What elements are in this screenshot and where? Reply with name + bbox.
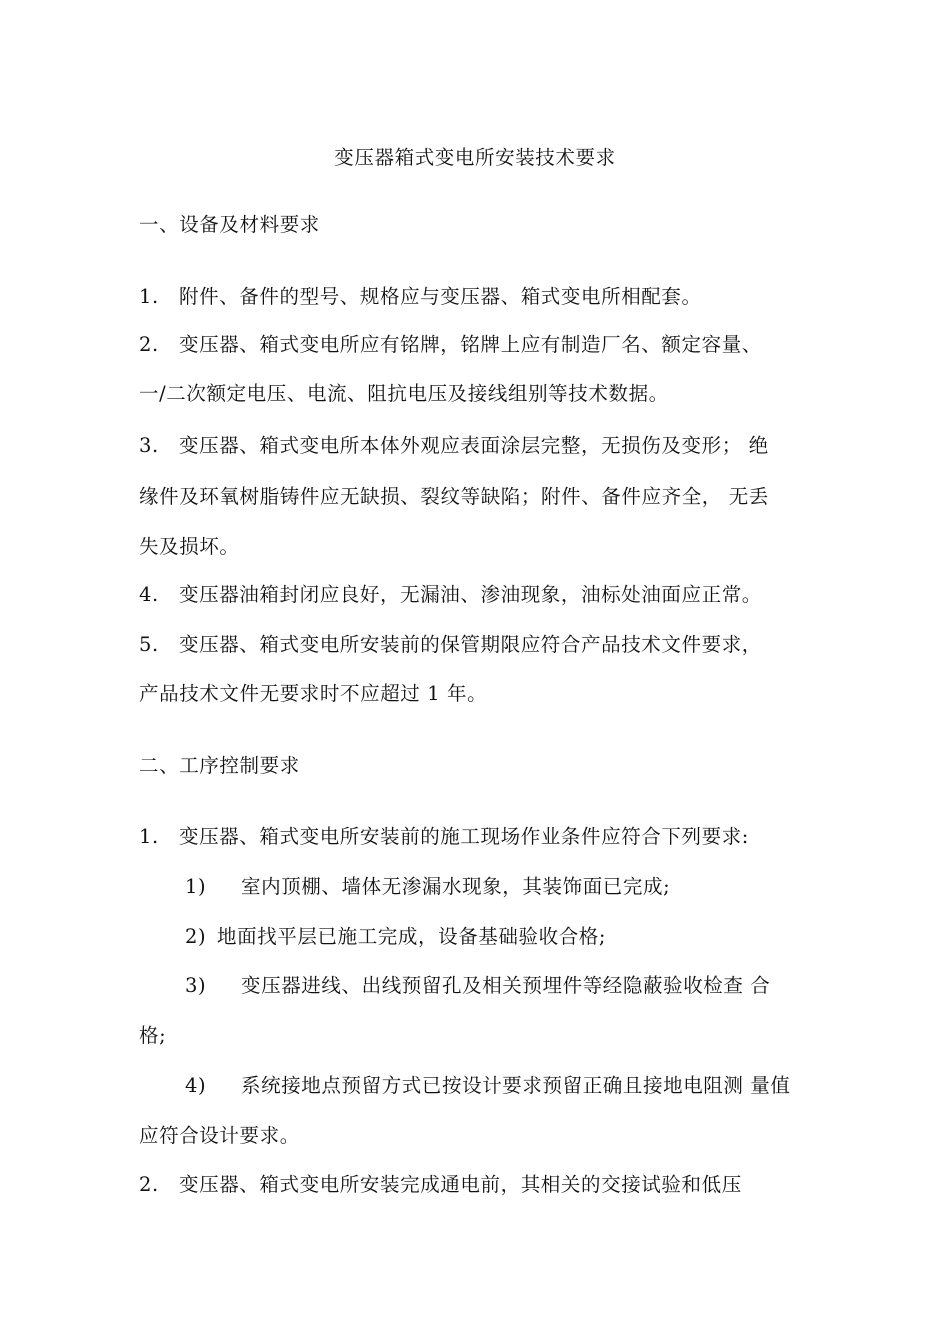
s1-item-5-text: 变压器、箱式变电所安装前的保管期限应符合产品技术文件要求，: [179, 633, 762, 656]
s2-subitem-3-cont: 格;: [139, 1024, 167, 1047]
s2-subitem-4-number: 4): [185, 1074, 207, 1097]
s1-item-4-text: 变压器油箱封闭应良好，无漏油、渗油现象，油标处油面应正常。: [179, 583, 762, 606]
s2-subitem-4-cont: 应符合设计要求。: [139, 1124, 300, 1147]
s2-subitem-3-number: 3): [185, 974, 207, 997]
s2-item-1-text: 变压器、箱式变电所安装前的施工现场作业条件应符合下列要求:: [179, 825, 749, 848]
s1-item-1-number: 1.: [139, 285, 159, 308]
s1-item-2-number: 2.: [139, 333, 159, 356]
s1-item-2: [139, 332, 829, 358]
s2-subitem-1-number: 1): [185, 875, 207, 898]
s1-item-5-number: 5.: [139, 633, 159, 656]
s1-item-3-cont-1: 缘件及环氧树脂铸件应无缺损、裂纹等缺陷；附件、备件应齐全， 无丢: [139, 485, 769, 508]
s1-item-3-text: 变压器、箱式变电所本体外观应表面涂层完整，无损伤及变形； 绝: [179, 434, 769, 457]
s1-item-1: [139, 284, 829, 310]
s2-item-2-number: 2.: [139, 1173, 159, 1196]
s2-subitem-2: [185, 924, 875, 950]
s1-item-2-text: 变压器、箱式变电所应有铭牌，铭牌上应有制造厂名、额定容量、: [179, 333, 762, 356]
s2-subitem-4: [185, 1073, 875, 1099]
s2-subitem-1-text: 室内顶棚、墙体无渗漏水现象，其装饰面已完成;: [241, 875, 671, 898]
s2-item-2: [139, 1172, 829, 1198]
s1-item-3: [139, 433, 829, 459]
s2-item-2-text: 变压器、箱式变电所安装完成通电前，其相关的交接试验和低压: [179, 1173, 742, 1196]
s2-subitem-2-text: 地面找平层已施工完成，设备基础验收合格;: [217, 925, 607, 948]
s1-item-3-number: 3.: [139, 434, 159, 457]
s2-subitem-4-text: 系统接地点预留方式已按设计要求预留正确且接地电阻测 量值: [241, 1074, 791, 1097]
s1-item-2-cont-1: 一/二次额定电压、电流、阻抗电压及接线组别等技术数据。: [139, 382, 669, 405]
s2-subitem-2-number: 2): [185, 925, 207, 948]
s1-item-5: [139, 632, 829, 658]
section-1-heading: 一、设备及材料要求: [139, 213, 320, 236]
s1-item-5-cont-1: 产品技术文件无要求时不应超过 1 年。: [139, 682, 488, 705]
section-2-heading: 二、工序控制要求: [139, 754, 300, 777]
document-title: 变压器箱式变电所安装技术要求: [334, 146, 616, 169]
s1-item-4: [139, 582, 829, 608]
s1-item-3-cont-2: 失及损坏。: [139, 535, 240, 558]
s2-item-1-number: 1.: [139, 825, 159, 848]
s2-subitem-1: [185, 874, 875, 900]
s2-item-1: [139, 824, 829, 850]
s1-item-1-text: 附件、备件的型号、规格应与变压器、箱式变电所相配套。: [179, 285, 702, 308]
s1-item-4-number: 4.: [139, 583, 159, 606]
s2-subitem-3-text: 变压器进线、出线预留孔及相关预埋件等经隐蔽验收检查 合: [241, 974, 771, 997]
s2-subitem-3: [185, 973, 875, 999]
